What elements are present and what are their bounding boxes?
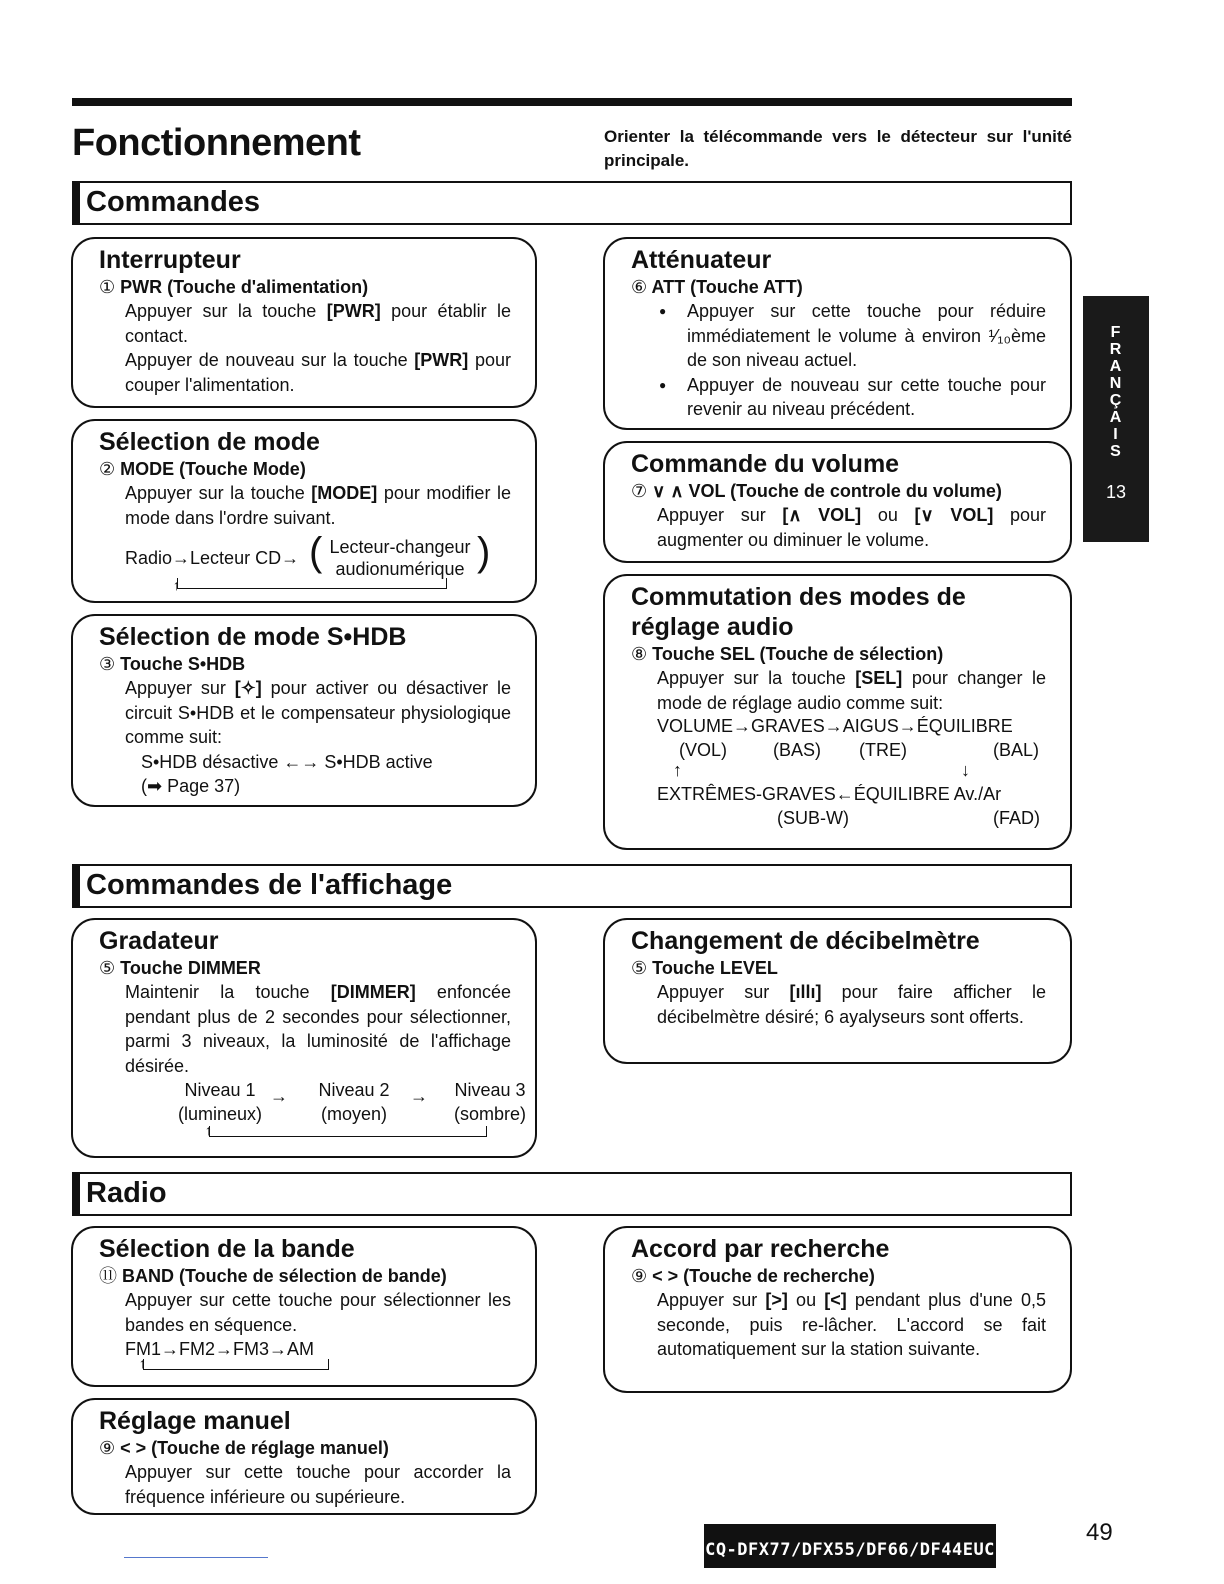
box-title: Accord par recherche <box>631 1235 890 1263</box>
loop-arrow: ↑ <box>177 578 447 589</box>
box-decibel <box>603 918 1072 1064</box>
shdb-toggle: S•HDB désactive ←→ S•HDB active <box>141 751 433 772</box>
box-subtitle: ① PWR (Touche d'alimentation) <box>99 277 369 297</box>
page-title: Fonctionnement <box>72 122 361 164</box>
box-recherche <box>603 1226 1072 1393</box>
box-subtitle: ⑨ < > (Touche de réglage manuel) <box>99 1438 389 1458</box>
box-bande <box>71 1226 537 1387</box>
box-text: Appuyer sur [>] ou [<] pendant plus d'une 0,5 seconde, puis re-lâcher. L'accord se fait automatiquement sur la station suivante. <box>657 1290 1046 1359</box>
section-title: Commandes de l'affichage <box>86 869 453 901</box>
page-ref: (➡ Page 37) <box>141 776 241 796</box>
mode-diagram: Radio→Lecteur CD→ ( Lecteur-changeur audionumérique ) ↑ <box>125 530 491 593</box>
dimmer-levels: Niveau 1 (lumineux) → Niveau 2 (moyen) → Niveau 3 (sombre) ↑ <box>177 1080 526 1138</box>
section-title: Radio <box>86 1177 167 1209</box>
page-number: 49 <box>1086 1519 1113 1546</box>
box-subtitle: ⑪ BAND (Touche de sélection de bande) <box>99 1266 447 1286</box>
box-title: Interrupteur <box>99 246 241 274</box>
box-title: Commutation des modes de réglage audio <box>631 583 966 641</box>
remote-note: Orienter la télécommande vers le détecteur sur l'unité principale. <box>604 127 1072 170</box>
box-text: Appuyer sur [ıllı] pour faire afficher le décibelmètre désiré; 6 ayalyseurs sont offerts. <box>657 982 1046 1027</box>
box-text: Maintenir la touche [DIMMER] enfoncée pendant plus de 2 secondes pour sélectionner, parmi 3 niveaux, la luminosité de l'affichage désirée. <box>125 982 511 1076</box>
box-interrupteur <box>71 237 537 408</box>
box-subtitle: ⑤ Touche LEVEL <box>631 958 778 978</box>
audio-diagram: VOLUME→GRAVES→AIGUS→ÉQUILIBRE (VOL) (BAS) (TRE) (BAL) ↑ ↓ EXTRÊMES-GRAVES←ÉQUILIBRE Av./Ar (SUB-W) (FAD) <box>657 716 1040 828</box>
top-rule <box>72 98 1072 106</box>
box-title: Sélection de mode <box>99 428 320 456</box>
bullet-list <box>631 299 1046 422</box>
section-radio <box>72 1172 1072 1216</box>
box-title: Changement de décibelmètre <box>631 927 980 955</box>
model-label: CQ-DFX77/DFX55/DF66/DF44EUC <box>704 1524 996 1568</box>
box-audio <box>603 574 1072 850</box>
box-title: Gradateur <box>99 927 219 955</box>
box-title: Sélection de mode S•HDB <box>99 623 407 651</box>
footer-rule <box>124 1557 268 1558</box>
box-subtitle: ⑤ Touche DIMMER <box>99 958 261 978</box>
box-selection-mode <box>71 419 537 603</box>
box-subtitle: ⑥ ATT (Touche ATT) <box>631 277 803 297</box>
section-affichage <box>72 864 1072 908</box>
box-text: Appuyer sur cette touche pour accorder la fréquence inférieure ou supérieure. <box>125 1462 511 1507</box>
band-diagram: FM1→FM2→FM3→AM ↑ <box>99 1337 511 1371</box>
box-text: Appuyer sur [✧] pour activer ou désactiver le circuit S•HDB et le compensateur physiologique comme suit: <box>125 678 511 747</box>
box-text: Appuyer de nouveau sur la touche [PWR] pour couper l'alimentation. <box>125 350 511 395</box>
box-text: Appuyer sur la touche [PWR] pour établir le contact. <box>125 301 511 346</box>
loop-arrow: ↑ <box>209 1126 487 1137</box>
loop-arrow: ↑ <box>143 1359 329 1370</box>
box-gradateur <box>71 918 537 1158</box>
bullet-item: ● Appuyer de nouveau sur cette touche pour revenir au niveau précédent. <box>687 373 1046 422</box>
box-title: Réglage manuel <box>99 1407 291 1435</box>
language-tab <box>1083 296 1149 542</box>
box-text: Appuyer sur cette touche pour sélectionner les bandes en séquence. <box>125 1290 511 1335</box>
box-text: Appuyer sur la touche [MODE] pour modifier le mode dans l'ordre suivant. <box>125 483 511 528</box>
section-commandes <box>72 181 1072 225</box>
language-letters: F R A N Ç A I S <box>1109 324 1123 460</box>
box-subtitle: ② MODE (Touche Mode) <box>99 459 306 479</box>
box-manuel <box>71 1398 537 1515</box>
box-subtitle: ⑧ Touche SEL (Touche de sélection) <box>631 644 944 664</box>
section-title: Commandes <box>86 186 261 218</box>
box-shdb <box>71 614 537 807</box>
box-text: Appuyer sur la touche [SEL] pour changer le mode de réglage audio comme suit: <box>657 668 1046 713</box>
box-title: Atténuateur <box>631 246 772 274</box>
box-title: Commande du volume <box>631 450 900 478</box>
box-volume <box>603 441 1072 563</box>
box-subtitle: ⑨ < > (Touche de recherche) <box>631 1266 875 1286</box>
section-page-number: 13 <box>1105 482 1127 502</box>
box-subtitle: ③ Touche S•HDB <box>99 654 246 674</box>
box-title: Sélection de la bande <box>99 1235 355 1263</box>
box-text: Appuyer sur [∧ VOL] ou [∨ VOL] pour augmenter ou diminuer le volume. <box>657 505 1047 550</box>
box-attenuateur <box>603 237 1072 430</box>
bullet-item: ● Appuyer sur cette touche pour réduire immédiatement le volume à environ ¹⁄₁₀ème de son niveau actuel. <box>687 299 1046 373</box>
box-subtitle: ⑦ ∨ ∧ VOL (Touche de controle du volume) <box>631 481 1002 501</box>
